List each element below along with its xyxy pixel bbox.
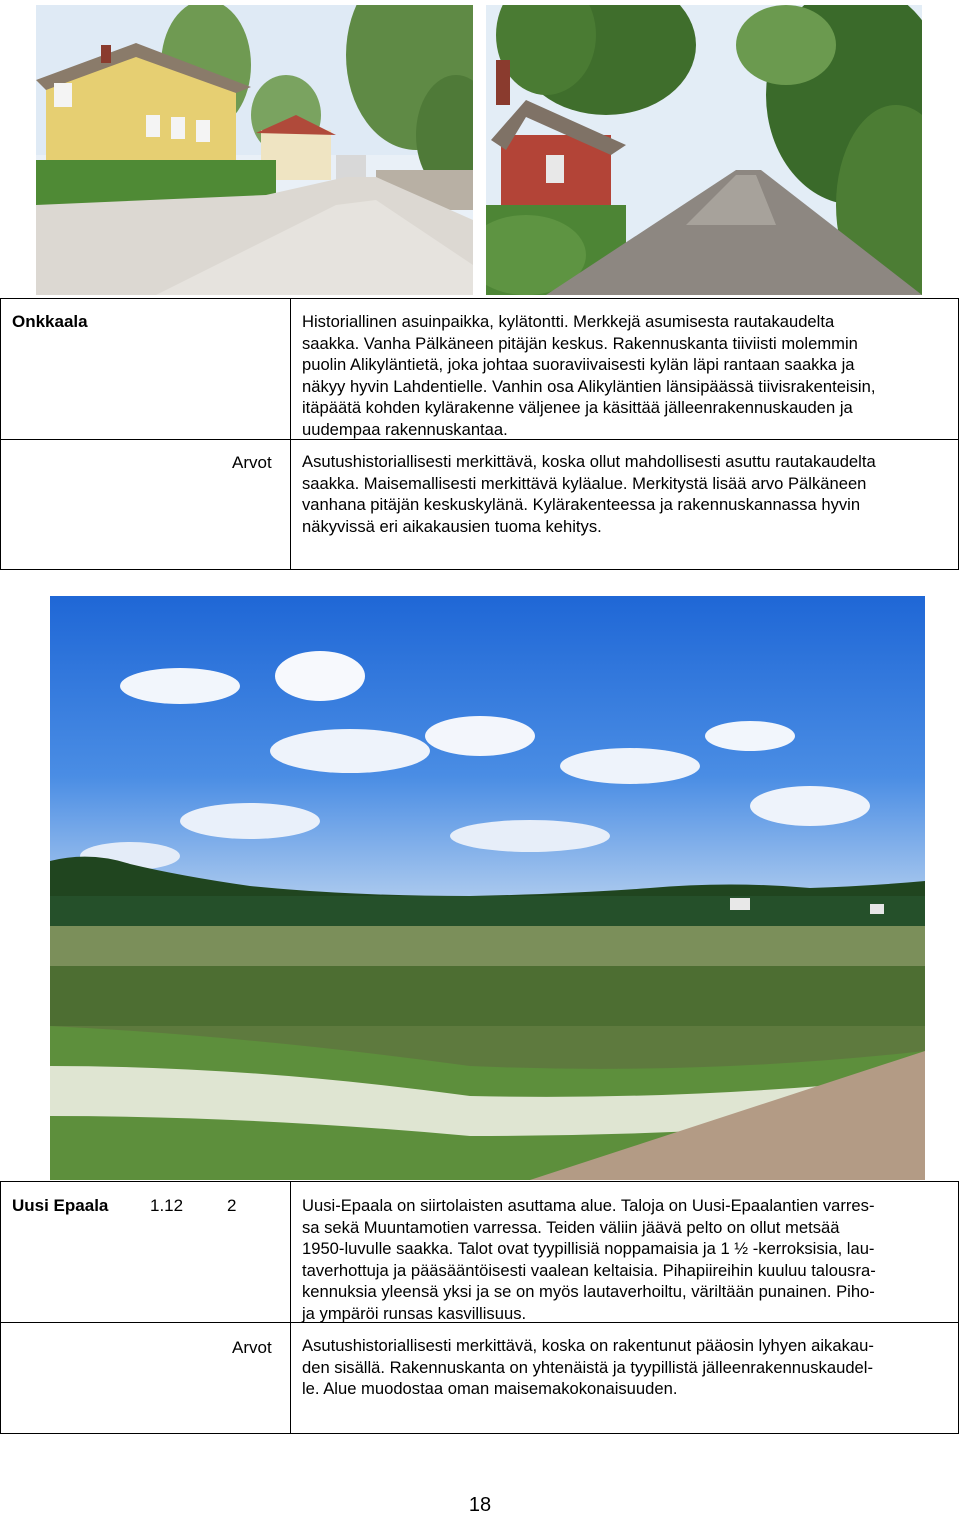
text-line: saakka. Vanha Pälkäneen pitäjän keskus. Rakennuskanta tiiviisti molemmin [302,333,858,353]
area-code: 1.12 [150,1196,184,1215]
table1-column-divider [290,298,291,570]
text-line: sa sekä Muuntamotien varressa. Teiden väliin jäävä pelto on ollut metsää [302,1217,840,1237]
uusi-epaala-values [302,1335,874,1400]
values-label: Arvot [232,1338,272,1357]
text-line: uudempaa rakennuskantaa. [302,419,508,439]
text-line: 1950-luvulle saakka. Talot ovat tyypillisiä noppamaisia ja 1 ½ -kerroksisia, lau- [302,1239,875,1259]
text-line: vanhana pitäjän keskuskylänä. Kylärakenteessa ja rakennuskannassa hyvin [302,495,861,515]
table1-bottom-border [0,569,959,570]
text-line: den sisällä. Rakennuskanta on yhtenäistä ja tyypillistä jälleenrakennuskaudel- [302,1357,873,1377]
table2-bottom-border [0,1433,959,1434]
onkkaala-description [302,311,875,441]
text-line: Asutushistoriallisesti merkittävä, koska on rakentunut pääosin lyhyen aikakau- [302,1336,874,1355]
table1-right-border [958,298,959,570]
page-number: 18 [468,1494,492,1516]
text-line: le. Alue muodostaa oman maisemakokonaisuuden. [302,1379,678,1399]
table2-right-border [958,1181,959,1434]
table2-top-border [0,1181,959,1182]
photo-gravel-road-red-shed [486,5,922,295]
text-line: näkyy hyvin Lahdentielle. Vanhin osa Alikyläntien länsipäässä tiivisrakenteisin, [302,376,876,396]
table1-left-border [0,298,1,570]
area-name-uusi-epaala: Uusi Epaala [12,1196,109,1215]
uusi-epaala-description [302,1195,876,1325]
text-line: näkyvissä eri aikakausien tuoma kehitys. [302,516,602,536]
text-line: itäpäätä kohden kylärakenne väljenee ja käsittää jälleenrakennuskauden ja [302,398,853,418]
text-line: ja ympäröi runsas kasvillisuus. [302,1303,527,1323]
table1-top-border [0,298,959,299]
table2-column-divider [290,1181,291,1434]
text-line: taverhottuja ja pääsääntöisesti vaalean keltaisia. Pihapiireihin kuuluu talousra- [302,1260,876,1280]
onkkaala-values [302,451,876,537]
photo-village-road-yellow-house [36,5,473,295]
photo-field-landscape [50,596,925,1180]
text-line: Uusi-Epaala on siirtolaisten asuttama alue. Taloja on Uusi-Epaalantien varres- [302,1196,875,1215]
area-name-onkkaala: Onkkaala [12,312,88,331]
text-line: saakka. Maisemallisesti merkittävä kyläalue. Merkitystä lisää arvo Pälkäneen [302,473,867,493]
values-label: Arvot [232,453,272,472]
area-class: 2 [227,1196,237,1215]
text-line: kennuksia yleensä yksi ja se on myös lautaverhoiltu, väriltään punainen. Piho- [302,1282,875,1302]
text-line: Asutushistoriallisesti merkittävä, koska ollut mahdollisesti asuttu rautakaudelta [302,452,876,471]
table2-left-border [0,1181,1,1434]
text-line: Historiallinen asuinpaikka, kylätontti. Merkkejä asumisesta rautakaudelta [302,312,835,331]
text-line: puolin Alikyläntietä, joka johtaa suoraviivaisesti kylän läpi rantaan saakka ja [302,355,855,375]
